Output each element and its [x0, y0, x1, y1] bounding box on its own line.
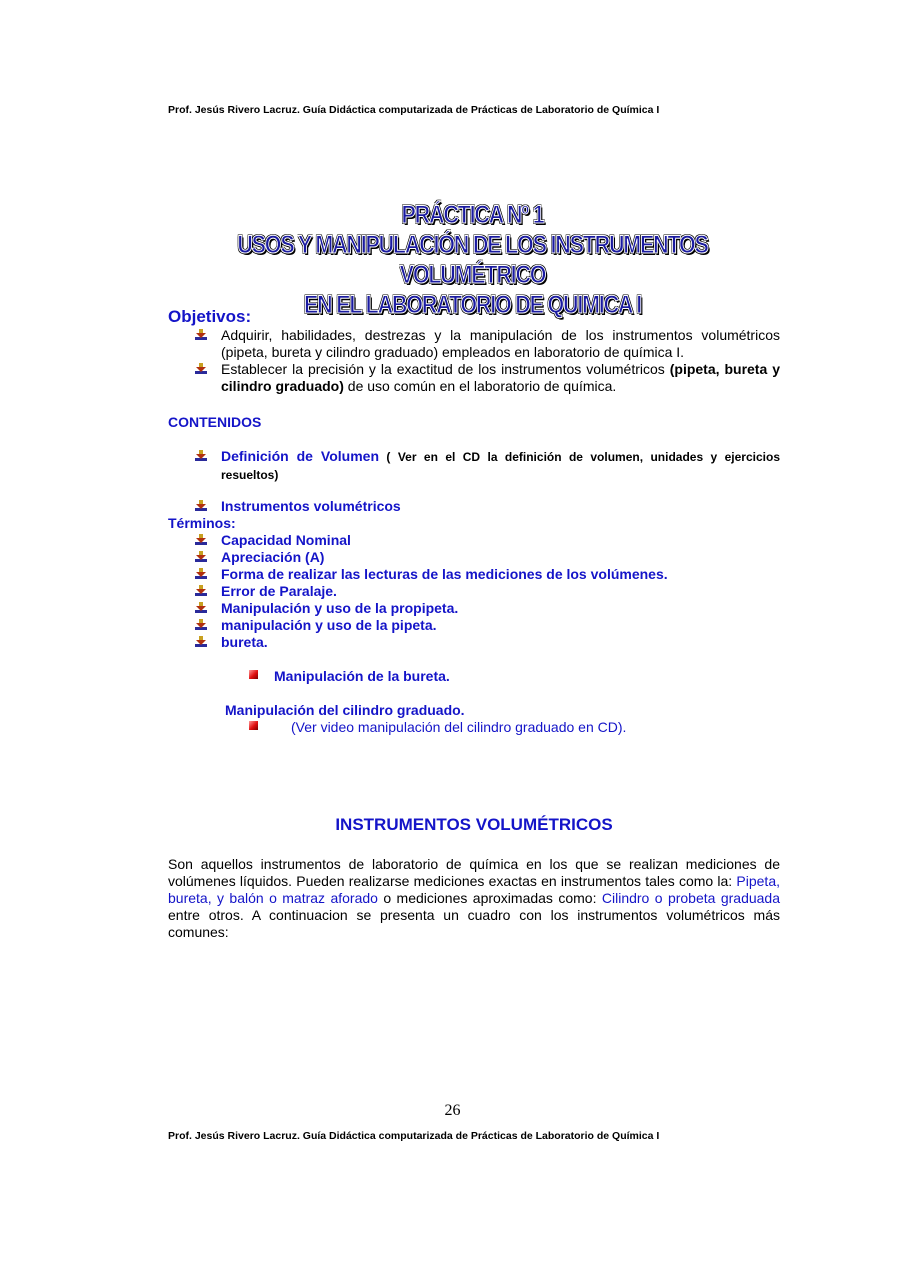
- list-item: [168, 583, 780, 600]
- termino: Apreciación (A): [221, 549, 325, 565]
- termino: Forma de realizar las lecturas de las mediciones de los volúmenes.: [221, 566, 668, 582]
- cilindro-manipulacion: Manipulación del cilindro graduado.: [225, 702, 465, 718]
- objetivo-1: Adquirir, habilidades, destrezas y la manipulación de los instrumentos volumétricos (pipeta, bureta y cilindro graduado) empleados en laboratorio de química I.: [221, 327, 780, 360]
- terminos-heading: Términos:: [168, 515, 236, 531]
- section-title: INSTRUMENTOS VOLUMÉTRICOS: [335, 815, 613, 834]
- list-item: [168, 532, 780, 549]
- bureta-manipulacion: Manipulación de la bureta.: [274, 668, 450, 684]
- paragraph-text-2: o mediciones aproximadas como:: [377, 890, 602, 906]
- instrumentos-label: Instrumentos volumétricos: [221, 498, 401, 514]
- list-item: [168, 566, 780, 583]
- title-line-2: USOS Y MANIPULACIÓN DE LOS INSTRUMENTOS VOLUMÉTRICO: [237, 231, 708, 289]
- red-square-bullet-icon: [249, 670, 258, 679]
- list-item: [168, 617, 780, 634]
- objetivos-heading: Objetivos:: [168, 307, 252, 326]
- arrow-bullet-icon: [195, 450, 207, 462]
- page-header: Prof. Jesús Rivero Lacruz. Guía Didáctica computarizada de Prácticas de Laboratorio de Química I: [168, 104, 660, 116]
- page-footer: Prof. Jesús Rivero Lacruz. Guía Didáctica computarizada de Prácticas de Laboratorio de Química I: [168, 1130, 660, 1142]
- objetivo-2-bold: (pipeta, bureta y cilindro graduado): [221, 361, 780, 394]
- video-note: (Ver video manipulación del cilindro graduado en CD).: [291, 719, 627, 735]
- definicion-label: Definición de Volumen: [221, 448, 380, 464]
- title-line-1: PRÁCTICA Nº 1: [401, 201, 544, 229]
- termino: manipulación y uso de la pipeta.: [221, 617, 437, 633]
- termino: Manipulación y uso de la propipeta.: [221, 600, 459, 616]
- practice-title: [195, 200, 750, 320]
- list-item: [168, 498, 780, 515]
- terminos-list-wrap: [168, 532, 780, 651]
- arrow-bullet-icon: [195, 329, 207, 341]
- termino: Capacidad Nominal: [221, 532, 351, 548]
- list-item: [168, 600, 780, 617]
- arrow-bullet-icon: [195, 363, 207, 375]
- list-item: [168, 448, 780, 484]
- paragraph-text-3: entre otros. A continuacion se presenta un cuadro con los instrumentos volumétricos más comunes:: [168, 907, 780, 940]
- definicion-note: ( Ver en el CD la definición de volumen, unidades y ejercicios resueltos): [221, 450, 780, 482]
- contenidos-heading: CONTENIDOS: [168, 414, 262, 430]
- termino: Error de Paralaje.: [221, 583, 337, 599]
- list-item: [168, 634, 780, 651]
- arrow-bullet-icon: [195, 585, 207, 597]
- instrumentos-paragraph: [168, 856, 780, 941]
- paragraph-text-1: Son aquellos instrumentos de laboratorio de química en los que se realizan mediciones de volúmenes líquidos. Pueden realizarse mediciones exactas en instrumentos tales como la:: [168, 856, 780, 889]
- exact-instruments: Pipeta, bureta, y balón o matraz aforado: [168, 873, 780, 906]
- objetivos-section: [168, 308, 780, 395]
- list-item: [168, 549, 780, 566]
- objetivo-2-end: de uso común en el laboratorio de química.: [343, 378, 617, 394]
- terminos-list: [168, 532, 780, 651]
- list-item: [168, 361, 780, 395]
- arrow-bullet-icon: [195, 551, 207, 563]
- instrumentos-item: [168, 498, 780, 515]
- objetivo-2-text: Establecer la precisión y la exactitud de los instrumentos volumétricos: [221, 361, 670, 377]
- page-number: 26: [444, 1102, 461, 1119]
- definicion-item: [168, 448, 780, 484]
- list-item: [168, 327, 780, 361]
- arrow-bullet-icon: [195, 500, 207, 512]
- arrow-bullet-icon: [195, 619, 207, 631]
- arrow-bullet-icon: [195, 636, 207, 648]
- title-line-3: EN EL LABORATORIO DE QUIMICA I: [304, 291, 641, 319]
- arrow-bullet-icon: [195, 534, 207, 546]
- arrow-bullet-icon: [195, 568, 207, 580]
- arrow-bullet-icon: [195, 602, 207, 614]
- red-square-bullet-icon: [249, 721, 258, 730]
- approx-instruments: Cilindro o probeta graduada: [601, 890, 780, 906]
- objetivos-list: [168, 327, 780, 395]
- termino: bureta.: [221, 634, 268, 650]
